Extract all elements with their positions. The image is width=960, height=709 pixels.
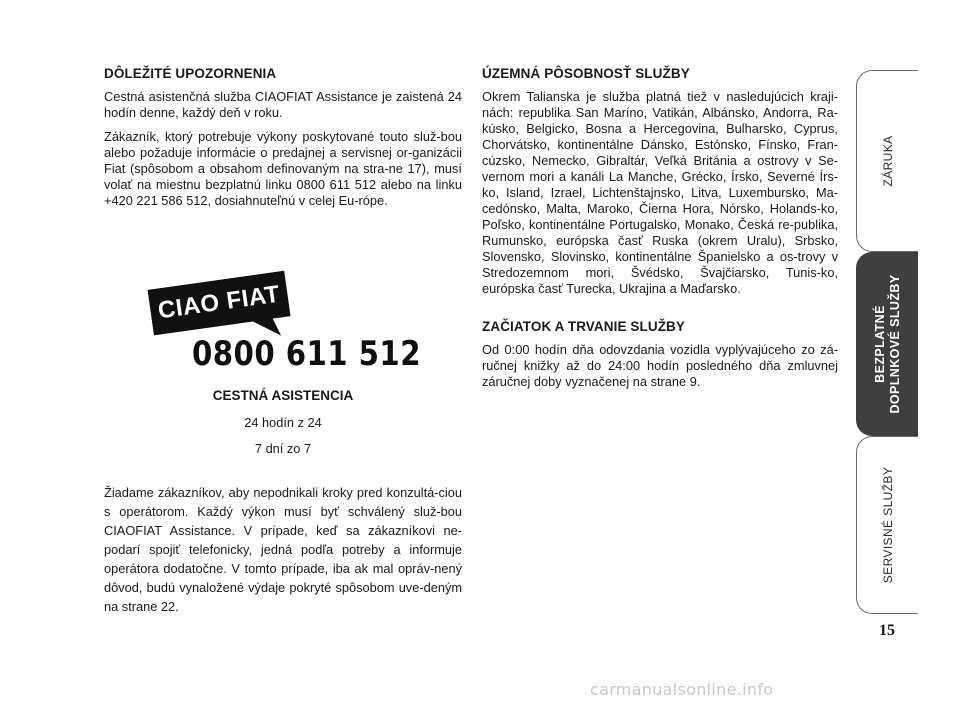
ciao-fiat-logo	[104, 262, 462, 374]
tab-bezplatne-line2: DOPLNKOVÉ SLUŽBY	[887, 274, 902, 414]
ciao-fiat-text: CIAO FIAT	[156, 280, 282, 325]
phone-number-large: 0800 611 512	[192, 334, 421, 374]
assistance-days: 7 dní zo 7	[254, 441, 312, 456]
operator-consult-section	[104, 483, 462, 624]
paragraph-availability: Cestná asistenčná služba CIAOFIAT Assistance je zaistená 24 hodín denne, každý deň v roku.	[104, 89, 462, 120]
tab-bezplatne-label	[873, 274, 903, 413]
important-notices-heading: DÔLEŽITÉ UPOZORNENIA	[104, 66, 277, 81]
service-duration-text: Od 0:00 hodín dňa odovzdania vozidla vyplývajúceho zo zá-ručnej knižky až do 24:00 hodín posledného dňa zmluvnej záručnej doby vyznačenej na strane 9.	[482, 342, 838, 389]
tab-servisne-sluzby[interactable]	[856, 436, 918, 614]
left-column	[104, 66, 462, 217]
page-number: 15	[879, 622, 895, 639]
territorial-scope-text: Okrem Talianska je služba platná tiež v nasledujúcich kraji-nách: republika San Maríno, Vatikán, Albánsko, Andorra, Ra-kúsko, Belgicko, Bosna a Hercegovina, Bulharsko, Cyprus, Chorvátsko, kontinentálne Dánsko, Estónsko, Fínsko, Fran-cúzsko, Nemecko, Gibraltár, Veľká Británia a ostrovy v Se-vernom mori a kanáli La Manche, Grécko, Írsko, Severné Írs-ko, Island, Izrael, Lichtenštajnsko, Litva, Luxembursko, Ma-cedónsko, Malta, Maroko, Čierna Hora, Nórsko, Holands-ko, Poľsko, kontinentálne Portugalsko, Monako, Česká re-publika, Rumunsko, európska časť Ruska (okrem Uralu), Srbsko, Slovensko, Slovinsko, kontinentálne Španielsko a os-trovy v Stredozemnom mori, Švédsko, Švajčiarsko, Tunis-ko, európska časť Turecka, Ukrajina a Maďarsko.	[482, 89, 838, 296]
paragraph-operator: Žiadame zákazníkov, aby nepodnikali kroky pred konzultá-ciou s operátorom. Každý výkon musí byť schválený služ-bou CIAOFIAT Assistance. V prípade, keď sa zákazníkovi ne-podarí spojiť telefonicky, jedná podľa potreby a informuje operátora dodatočne. V tomto prípade, iba ak mal opráv-nený dôvod, budú vynaložené výdaje pokryté spôsobom uve-deným na strane 22.	[104, 485, 462, 614]
right-column	[482, 66, 838, 398]
assistance-title: CESTNÁ ASISTENCIA	[212, 388, 354, 403]
watermark: carmanualsonline.info	[590, 680, 774, 699]
paragraph-contact: Zákazník, ktorý potrebuje výkony poskytované touto služ-bou alebo požaduje informácie o predajnej a servisnej or-ganizácii Fiat (spôsobom a obsahom definovaným na stra-ne 17), musí volať na miestnu bezplatnú linku 0800 611 512 alebo na linku +420 221 586 512, dosiahnuteľnú v celej Eu-rópe.	[104, 129, 462, 208]
ciao-fiat-badge	[147, 271, 290, 336]
tab-bezplatne-doplnkove-sluzby[interactable]	[856, 252, 918, 436]
tab-servisne-label: SERVISNÉ SLUŽBY	[880, 466, 895, 584]
territorial-scope-heading: ÚZEMNÁ PÔSOBNOSŤ SLUŽBY	[482, 66, 690, 81]
service-duration-heading: ZAČIATOK A TRVANIE SLUŽBY	[482, 319, 686, 334]
tab-bezplatne-line1: BEZPLATNÉ	[872, 305, 887, 383]
assistance-block	[104, 388, 462, 467]
side-tabs	[856, 70, 918, 614]
tab-zaruka[interactable]	[856, 70, 918, 252]
assistance-hours: 24 hodín z 24	[244, 415, 322, 430]
tab-zaruka-label: ZÁRUKA	[880, 135, 895, 187]
